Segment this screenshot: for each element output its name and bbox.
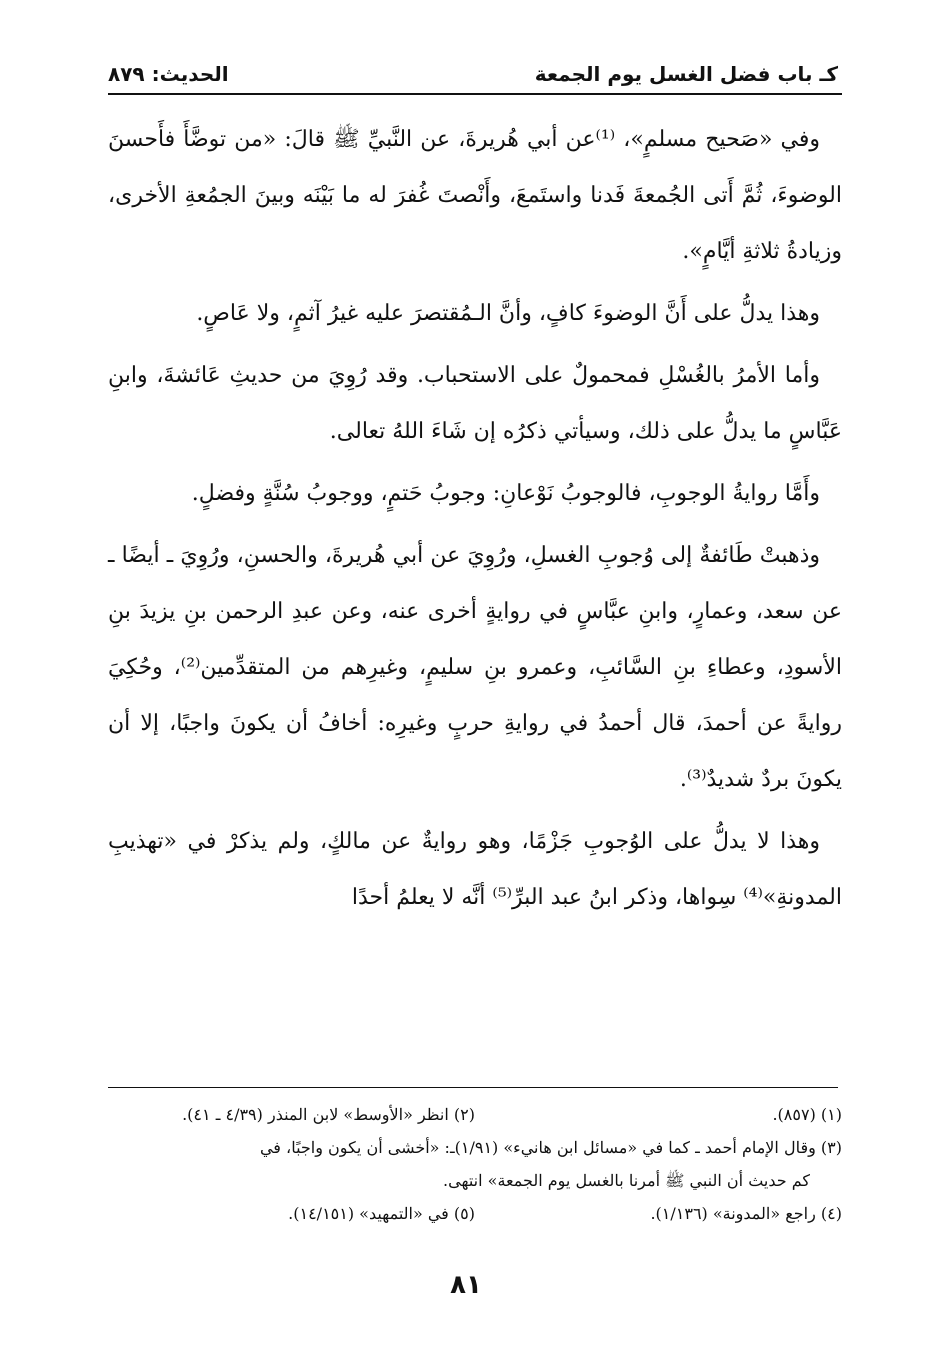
footnote-4: (٤) راجع «المدونة» (١/١٣٦). xyxy=(650,1204,842,1223)
footnotes xyxy=(108,1098,842,1230)
paragraph-recommendation: وأما الأمرُ بالغُسْلِ فمحمولٌ على الاستحباب. وقد رُوِيَ من حديثِ عَائشةَ، وابنِ عَبَّاسٍ ما يدلُّ على ذلك، وسيأتي ذكرُه إن شَاءَ اللهُ تعالى. xyxy=(108,363,842,444)
paragraph-muslim-hadith: وفي «صَحيح مسلمٍ»، ⁽¹⁾عن أبي هُريرةَ، عن النَّبيِّ ﷺ قالَ: «من توضَّأَ فأَحسنَ الوضوءَ، ثُمَّ أَتى الجُمعةَ فَدنا واستَمعَ، وأَنْصتَ غُفرَ له ما بَيْنَه وبينَ الجمُعةِ الأخرى، وزيادةُ ثلاثةِ أيَّامٍ». xyxy=(108,127,842,264)
footnote-divider xyxy=(108,1087,838,1088)
footnote-row xyxy=(108,1098,842,1131)
footnote-3-continued: كم حديث أن النبي ﷺ أمرنا بالغسل يوم الجمعة» انتهى. xyxy=(443,1171,810,1190)
paragraph-obligation-types: وأَمَّا روايةُ الوجوبِ، فالوجوبُ نَوْعانِ: وجوبُ حَتمٍ، ووجوبُ سُنَّةٍ وفضلٍ. xyxy=(191,481,820,506)
footnote-5: (٥) في «التمهيد» (١٤/١٥١). xyxy=(288,1204,475,1223)
page-number: ٨١ xyxy=(450,1270,482,1300)
footnote-2: (٢) انظر «الأوسط» لابن المنذر (٤/٣٩ ـ ٤١). xyxy=(182,1105,475,1124)
footnote-row xyxy=(108,1197,842,1230)
running-header xyxy=(108,58,838,94)
hadith-number: الحديث: ٨٧٩ xyxy=(108,62,229,86)
paragraph-malik-narration: وهذا لا يدلُّ على الوُجوبِ جَزْمًا، وهو روايةٌ عن مالكٍ، ولم يذكرْ في «تهذيبِ المدونةِ»⁽⁴⁾ سِواها، وذكر ابنُ عبد البرِّ⁽⁵⁾ أنَّه لا يعلمُ أحدًا xyxy=(108,829,842,910)
paragraph-obligation-opinions: وذهبتْ طَائفةٌ إلى وُجوبِ الغسلِ، ورُوِيَ عن أبي هُريرةَ، والحسنِ، ورُوِيَ ـ أيضًا ـ عن سعد، وعمارٍ، وابنِ عبَّاسٍ في روايةٍ أخرى عنه، وعن عبدِ الرحمن بنِ يزيدَ بنِ الأسودِ، وعطاءِ بنِ السَّائبِ، وعمرو بنِ سليمٍ، وغيرِهم من المتقدِّمين⁽²⁾، وحُكِيَ روايةً عن أحمدَ، قال أحمدُ في روايةِ حربٍ وغيرِه: أخافُ أن يكونَ واجبًا، إلا أن يكونَ بردٌ شديدٌ⁽³⁾. xyxy=(108,543,842,792)
chapter-title: كـ باب فضل الغسل يوم الجمعة xyxy=(534,62,838,86)
main-text xyxy=(108,112,842,932)
footnote-3: (٣) وقال الإمام أحمد ـ كما في «مسائل ابن هانيء» (١/٩١)ـ: «أخشى أن يكون واجبًا، في xyxy=(259,1138,842,1157)
paragraph-wudu-sufficient: وهذا يدلُّ على أَنَّ الوضوءَ كافٍ، وأنَّ الـمُقتصرَ عليه غيرُ آثمٍ، ولا عَاصٍ. xyxy=(196,301,820,326)
footnote-1: (١) (٨٥٧). xyxy=(772,1105,842,1124)
header-divider xyxy=(108,93,842,95)
